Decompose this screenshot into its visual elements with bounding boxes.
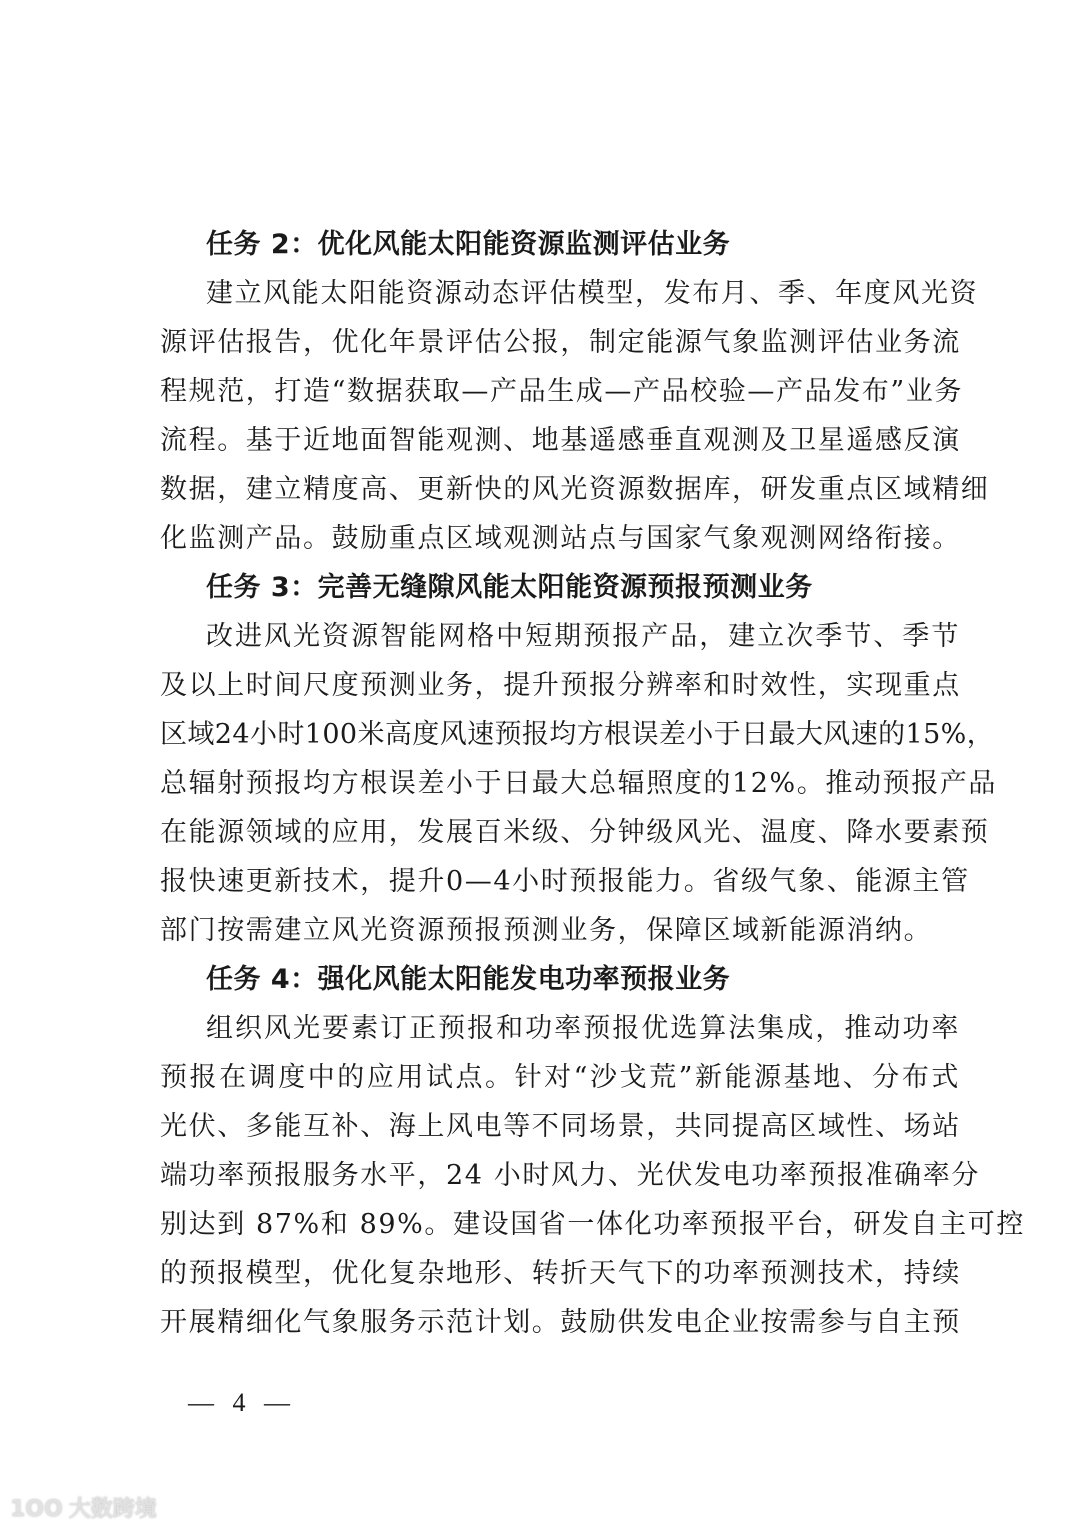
watermark-logo-icon: 1OO bbox=[10, 1497, 63, 1522]
paragraph-line: 光伏、多能互补、海上风电等不同场景，共同提高区域性、场站 bbox=[160, 1111, 961, 1142]
paragraph-line: 改进风光资源智能网格中短期预报产品，建立次季节、季节 bbox=[206, 621, 960, 652]
document-page bbox=[160, 220, 1025, 1347]
paragraph-line: 预报在调度中的应用试点。针对“沙戈荒”新能源基地、分布式 bbox=[160, 1062, 960, 1093]
paragraph-line: 及以上时间尺度预测业务，提升预报分辨率和时效性，实现重点 bbox=[160, 670, 961, 701]
section-heading-task-2: 任务 2：优化风能太阳能资源监测评估业务 bbox=[206, 229, 731, 260]
paragraph-line: 端功率预报服务水平，24 小时风力、光伏发电功率预报准确率分 bbox=[160, 1160, 980, 1191]
watermark bbox=[10, 1492, 157, 1523]
paragraph-line: 数据，建立精度高、更新快的风光资源数据库，研发重点区域精细 bbox=[160, 474, 990, 505]
section-heading-task-3: 任务 3：完善无缝隙风能太阳能资源预报预测业务 bbox=[206, 572, 813, 603]
paragraph-line: 的预报模型，优化复杂地形、转折天气下的功率预测技术，持续 bbox=[160, 1258, 961, 1289]
paragraph-line: 建立风能太阳能资源动态评估模型，发布月、季、年度风光资 bbox=[206, 278, 979, 309]
paragraph-line: 组织风光要素订正预报和功率预报优选算法集成，推动功率 bbox=[206, 1013, 960, 1044]
paragraph-line: 化监测产品。鼓励重点区域观测站点与国家气象观测网络衔接。 bbox=[160, 523, 961, 554]
paragraph-line: 报快速更新技术，提升0—4小时预报能力。省级气象、能源主管 bbox=[160, 866, 970, 897]
paragraph-line: 区域24小时100米高度风速预报均方根误差小于日最大风速的15%， bbox=[160, 719, 995, 750]
paragraph-line: 在能源领域的应用，发展百米级、分钟级风光、温度、降水要素预 bbox=[160, 817, 990, 848]
page-number: — 4 — bbox=[188, 1388, 296, 1417]
paragraph-line: 流程。基于近地面智能观测、地基遥感垂直观测及卫星遥感反演 bbox=[160, 425, 961, 456]
paragraph-line: 源评估报告，优化年景评估公报，制定能源气象监测评估业务流 bbox=[160, 327, 961, 358]
paragraph-line: 总辐射预报均方根误差小于日最大总辐照度的12%。推动预报产品 bbox=[160, 768, 998, 799]
paragraph-line: 程规范，打造“数据获取—产品生成—产品校验—产品发布”业务 bbox=[160, 376, 964, 407]
paragraph-line: 部门按需建立风光资源预报预测业务，保障区域新能源消纳。 bbox=[160, 915, 933, 946]
watermark-text: 大数跨境 bbox=[68, 1497, 157, 1522]
section-heading-task-4: 任务 4：强化风能太阳能发电功率预报业务 bbox=[206, 964, 731, 995]
paragraph-line: 开展精细化气象服务示范计划。鼓励供发电企业按需参与自主预 bbox=[160, 1307, 961, 1338]
paragraph-line: 别达到 87%和 89%。建设国省一体化功率预报平台，研发自主可控 bbox=[160, 1209, 1025, 1240]
